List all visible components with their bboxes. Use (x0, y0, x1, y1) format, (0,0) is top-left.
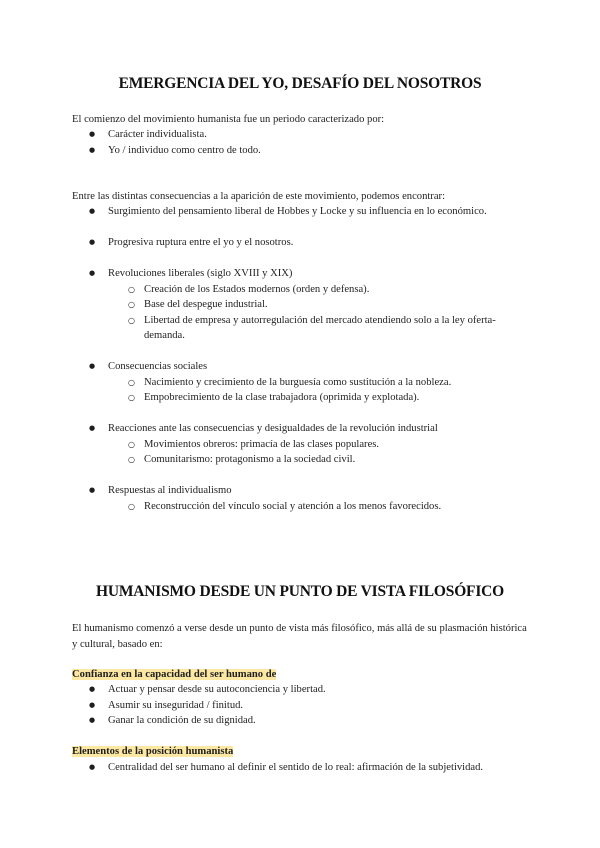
list-item: ● Asumir su inseguridad / finitud. (72, 698, 532, 714)
sub-list-item: ○ Reconstrucción del vínculo social y atención a los menos favorecidos. (108, 499, 532, 515)
sub-list-item: ○ Empobrecimiento de la clase trabajadora (oprimida y explotada). (108, 390, 532, 406)
sub-list-item: ○ Nacimiento y crecimiento de la burguesía como sustitución a la nobleza. (108, 375, 532, 391)
list-item-label: Respuestas al individualismo (108, 485, 232, 496)
elements-heading (72, 744, 532, 760)
consequences-list (72, 483, 532, 514)
list-item (72, 483, 532, 514)
consequences-list (72, 266, 532, 344)
sub-list-item: ○ Comunitarismo: protagonismo a la sociedad civil. (108, 452, 532, 468)
sub-list (108, 375, 532, 406)
confidence-list (72, 682, 532, 729)
list-item: ● Progresiva ruptura entre el yo y el nosotros. (72, 235, 532, 251)
list-item (72, 359, 532, 406)
sub-list (108, 282, 532, 344)
list-item (72, 421, 532, 468)
elements-list (72, 760, 532, 776)
consequences-list (72, 421, 532, 468)
list-item: ● Carácter individualista. (72, 127, 532, 143)
section2-title: HUMANISMO DESDE UN PUNTO DE VISTA FILOSÓFICO (95, 583, 505, 600)
list-item-label: Consecuencias sociales (108, 361, 208, 372)
sub-list-item: ○ Base del despegue industrial. (108, 297, 532, 313)
section1-title: EMERGENCIA DEL YO, DESAFÍO DEL NOSOTROS (118, 75, 482, 92)
list-item-label: Revoluciones liberales (siglo XVIII y XIX) (108, 268, 293, 279)
list-item: ● Surgimiento del pensamiento liberal de Hobbes y Locke y su influencia en lo económico. (72, 204, 532, 220)
list-item: ● Actuar y pensar desde su autoconciencia y libertad. (72, 682, 532, 698)
list-item: ● Yo / individuo como centro de todo. (72, 143, 532, 159)
highlighted-heading: Elementos de la posición humanista (72, 746, 234, 757)
highlighted-heading: Confianza en la capacidad del ser humano de (72, 669, 277, 680)
consequences-list (72, 235, 532, 251)
section2-intro: El humanismo comenzó a verse desde un punto de vista más filosófico, más allá de su plasmación histórica y cultural, basado en: (72, 623, 527, 650)
intro-list (72, 127, 532, 158)
consequences-intro: Entre las distintas consecuencias a la aparición de este movimiento, podemos encontrar: (72, 191, 446, 202)
list-item (72, 266, 532, 344)
list-item: ● Ganar la condición de su dignidad. (72, 713, 532, 729)
sub-list-item: ○ Libertad de empresa y autorregulación del mercado atendiendo solo a la ley oferta-demanda. (108, 313, 532, 344)
list-item: ● Centralidad del ser humano al definir el sentido de lo real: afirmación de la subjetividad. (72, 760, 532, 776)
list-item-label: Reacciones ante las consecuencias y desigualdades de la revolución industrial (108, 423, 438, 434)
sub-list (108, 499, 532, 515)
confidence-heading (72, 667, 532, 683)
sub-list-item: ○ Movimientos obreros: primacía de las clases populares. (108, 437, 532, 453)
consequences-list (72, 359, 532, 406)
section1-intro: El comienzo del movimiento humanista fue un periodo caracterizado por: (72, 114, 385, 125)
sub-list-item: ○ Creación de los Estados modernos (orden y defensa). (108, 282, 532, 298)
consequences-list (72, 204, 532, 220)
sub-list (108, 437, 532, 468)
